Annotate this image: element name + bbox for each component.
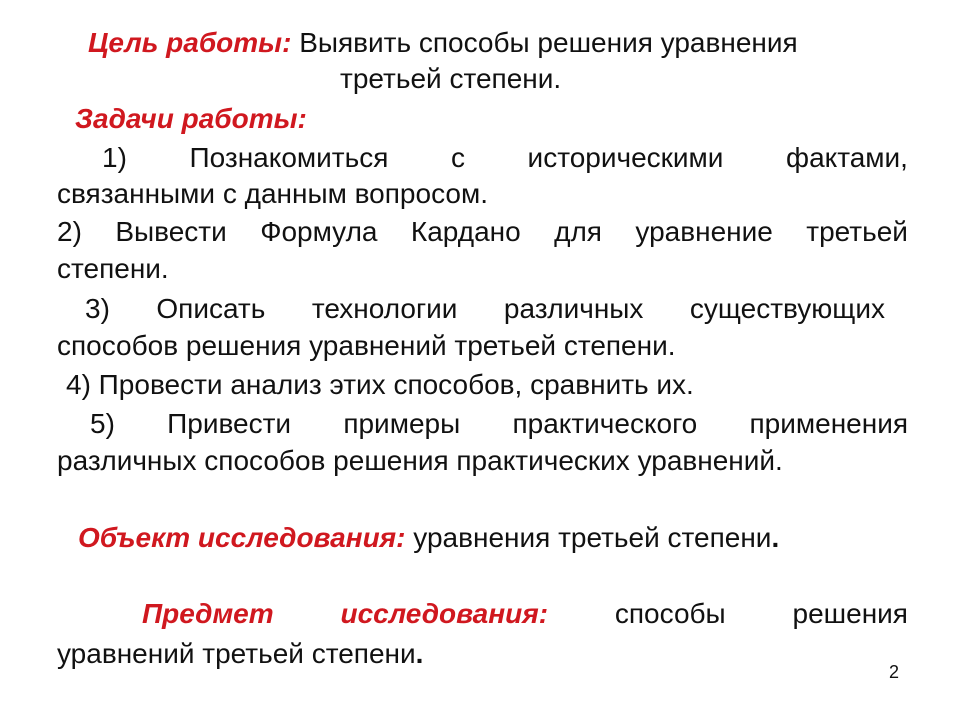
task-2-word-2: Вывести	[115, 216, 227, 247]
tasks-label: Задачи работы:	[75, 103, 307, 134]
task-2-line-1	[57, 215, 908, 249]
task-5-word-4: практического	[512, 408, 698, 439]
task-2-line-2: степени.	[57, 253, 169, 284]
task-5-word-1: 5)	[90, 408, 115, 439]
subject-text-line-2: уравнений третьей степени	[57, 638, 416, 669]
subject-line-2	[57, 637, 423, 671]
task-2-word-5: для	[554, 216, 602, 247]
task-1-num: 1)	[102, 142, 127, 173]
object-text: уравнения третьей степени	[413, 522, 772, 553]
goal-line-1	[88, 26, 798, 60]
object-line	[78, 521, 779, 555]
task-1-word-3: историческими	[527, 142, 724, 173]
task-3-line-1	[85, 292, 885, 326]
subject-text-word-1: способы	[614, 598, 726, 629]
task-4-line: 4) Провести анализ этих способов, сравнить их.	[66, 369, 694, 400]
task-5-word-2: Привести	[167, 408, 292, 439]
task-3-word-4: различных	[503, 293, 644, 324]
object-label: Объект исследования:	[78, 522, 406, 553]
task-1-word-1: Познакомиться	[189, 142, 389, 173]
task-3-word-3: технологии	[311, 293, 458, 324]
subject-period: .	[415, 638, 424, 669]
task-2-word-3: Формула	[260, 216, 378, 247]
task-1-word-4: фактами,	[786, 142, 908, 173]
task-5-word-3: примеры	[343, 408, 461, 439]
goal-line-2: третьей степени.	[340, 63, 562, 94]
subject-label-word-2: исследования:	[340, 598, 549, 629]
subject-text-word-2: решения	[792, 598, 908, 629]
task-5-word-5: применения	[749, 408, 908, 439]
subject-line-1	[142, 597, 908, 631]
object-period: .	[771, 522, 780, 553]
goal-label: Цель работы:	[88, 27, 292, 58]
task-3-word-1: 3)	[85, 293, 110, 324]
subject-label-word-1: Предмет	[142, 598, 274, 629]
task-1-line-1	[102, 141, 908, 175]
task-5-line-2: различных способов решения практических уравнений.	[57, 445, 783, 476]
task-5-line-1	[90, 407, 908, 441]
goal-text-1: Выявить способы решения уравнения	[299, 27, 798, 58]
task-3-line-2: способов решения уравнений третьей степени.	[57, 330, 676, 361]
task-2-word-4: Кардано	[410, 216, 521, 247]
task-2-word-1: 2)	[57, 216, 82, 247]
task-2-word-6: уравнение	[635, 216, 773, 247]
page-number: 2	[889, 662, 900, 682]
task-3-word-2: Описать	[156, 293, 266, 324]
task-1-line-2: связанными с данным вопросом.	[57, 178, 488, 209]
task-1-word-2: с	[450, 142, 465, 173]
task-3-word-5: существующих	[689, 293, 885, 324]
task-2-word-7: третьей	[806, 216, 908, 247]
